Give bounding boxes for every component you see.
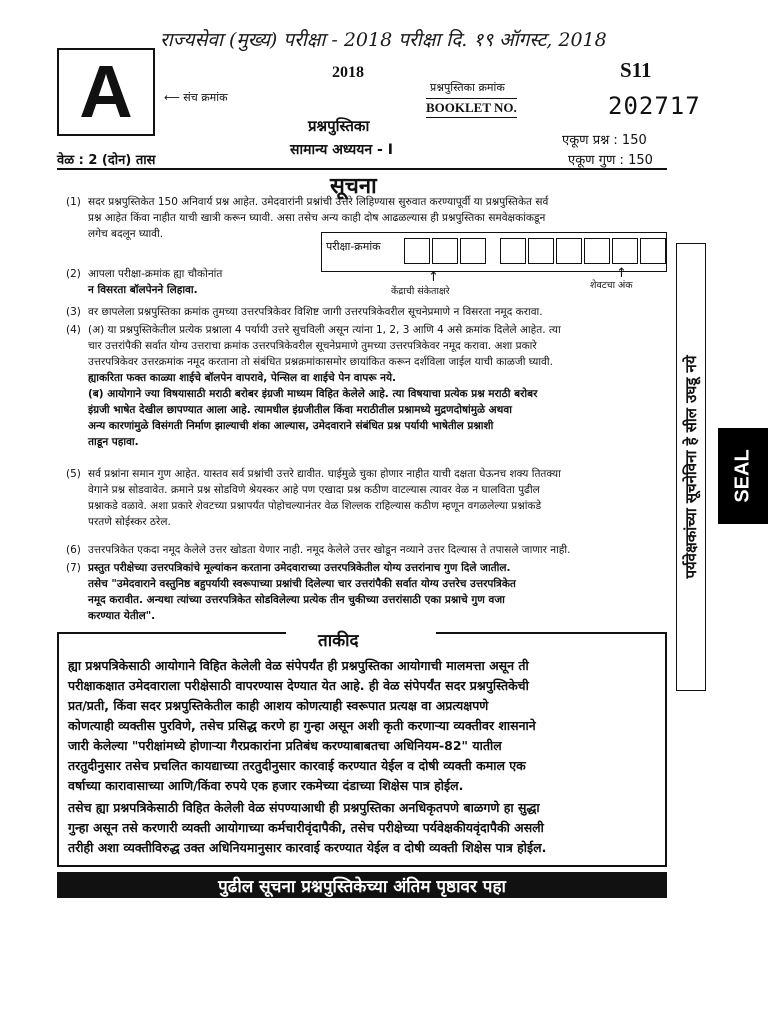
- instruction-line: इंग्रजी भाषेत देखील छापण्यात आला आहे. त्यामधील इंग्रजीतील किंवा मराठीतील प्रश्नामध्ये मुद्रणदोषांमुळे अथवा: [88, 404, 512, 416]
- set-number-label: संच क्रमांक: [183, 91, 228, 104]
- instruction-line: सदर प्रश्नपुस्तिकेत 150 अनिवार्य प्रश्न आहेत. उमेदवारांनी प्रश्नांची उत्तरे लिहिण्यास सुरुवात करण्यापूर्वी या प्रश्नपुस्तिकेत सर्व: [88, 196, 549, 208]
- subject-title: सामान्य अध्ययन - I: [290, 142, 393, 158]
- instruction-line: नमूद करावीत. अन्यथा त्यांच्या उत्तरपत्रिकेत सोडविलेल्या प्रत्येक तीन चुकीच्या उत्तरांसाठी एका प्रश्नाचे गुण वजा: [88, 594, 505, 606]
- centre-code-label: केंद्राची संकेताक्षरे: [391, 286, 450, 297]
- instruction-line: (ब) आयोगाने ज्या विषयासाठी मराठी बरोबर इंग्रजी माध्यम विहित केलेले आहे. त्या विषयाचा प्रत्येक प्रश्न मराठी बरोबर: [88, 388, 538, 400]
- roll-digit-cell[interactable]: [460, 238, 486, 264]
- instruction-line: लगेच बदलून घ्यावी.: [88, 228, 164, 240]
- booklet-title: प्रश्नपुस्तिका: [308, 117, 370, 135]
- warning-line: वर्षाच्या कारावासाच्या आणि/किंवा रुपये एक हजार रकमेच्या दंडाच्या शिक्षेस पात्र होईल.: [68, 778, 464, 793]
- warning-line: ह्या प्रश्नपत्रिकेसाठी आयोगाने विहित केलेली वेळ संपेपर्यंत ही प्रश्नपुस्तिका आयोगाची मालमत्ता असून ती: [68, 658, 529, 673]
- instruction-line: सर्व प्रश्नांना समान गुण आहेत. यास्तव सर्व प्रश्नांची उत्तरे द्यावीत. घाईमुळे चुका होणार नाहीत याची दक्षता घेऊनच शक्य तितक्या: [88, 468, 561, 480]
- warning-line: प्रत/प्रती, किंवा सदर प्रश्नपुस्तिकेतील काही आशय कोणत्याही स्वरूपात प्रत्यक्ष वा अप्रत्यक्षपणे: [68, 698, 489, 713]
- instruction-line: वर छापलेला प्रश्नपुस्तिका क्रमांक तुमच्या उत्तरपत्रिकेवर विशिष्ट जागी उत्तरपत्रिकेवरील सूचनेप्रमाणे न विसरता नमूद करावा.: [88, 306, 543, 318]
- instruction-line: परतणे सोईस्कर ठरेल.: [88, 516, 171, 528]
- total-questions: एकूण प्रश्न : 150: [562, 133, 647, 148]
- side-notice-box: [676, 243, 706, 691]
- instruction-line: प्रस्तुत परीक्षेच्या उत्तरपत्रिकांचे मूल्यांकन करताना उमेदवाराच्या उत्तरपत्रिकेतील योग्य उत्तरांनाच गुण दिले जातील.: [88, 562, 511, 574]
- footer-notice-bar: [57, 872, 667, 898]
- instruction-line: चार उत्तरांपैकी सर्वात योग्य उत्तराचा क्रमांक उत्तरपत्रिकेवरील सूचनेप्रमाणे तुमच्या उत्तरपत्रिकेवर नमूद करावा. अशा प्रकारे: [88, 340, 537, 352]
- warning-line: तसेच ह्या प्रश्नपत्रिकेसाठी विहित केलेली वेळ संपण्याआधी ही प्रश्नपुस्तिका अनधिकृतपणे बाळगणे हा सुद्धा: [68, 800, 540, 815]
- instruction-number: (6): [66, 544, 81, 556]
- seal-tab: [718, 428, 768, 524]
- instruction-number: (2): [66, 268, 81, 280]
- up-arrow-icon: ↑: [428, 270, 439, 285]
- warning-line: तरतुदीनुसार तसेच प्रचलित कायद्याच्या तरतुदीनुसार कारवाई करण्यात येईल व दोषी व्यक्ती कमाल एक: [68, 758, 526, 773]
- booklet-no-label-en: BOOKLET NO.: [426, 98, 517, 118]
- instruction-line: उत्तरपत्रिकेत एकदा नमूद केलेले उत्तर खोडता येणार नाही. नमूद केलेले उत्तर खोडून नव्याने उत्तर दिल्यास ते तपासले जाणार नाही.: [88, 544, 571, 556]
- left-arrow-icon: ⟵: [164, 91, 184, 104]
- booklet-no-label-mr: प्रश्नपुस्तिका क्रमांक: [430, 81, 505, 94]
- total-marks: एकूण गुण : 150: [568, 153, 653, 168]
- instruction-number: (7): [66, 562, 81, 574]
- roll-digit-cell[interactable]: [500, 238, 526, 264]
- instruction-number: (5): [66, 468, 81, 480]
- up-arrow-icon: ↑: [616, 266, 627, 281]
- warning-line: कोणत्याही व्यक्तीस पुरविणे, तसेच प्रसिद्ध करणे हा गुन्हा असून अशी कृती करणाऱ्या व्यक्तीवर शासनाने: [68, 718, 536, 733]
- instruction-line: अन्य कारणांमुळे विसंगती निर्माण झाल्याची शंका आल्यास, उमेदवाराने संबंधित प्रश्न पर्यायी भाषेतील प्रश्नाशी: [88, 420, 494, 432]
- instruction-line: करण्यात येतील".: [88, 610, 156, 622]
- instruction-4: [66, 322, 666, 452]
- instruction-line: ह्याकरिता फक्त काळ्या शाईचे बॉलपेन वापरावे, पेन्सिल वा शाईचे पेन वापरू नये.: [88, 372, 397, 384]
- notice-title: सूचना: [330, 174, 377, 199]
- roll-digit-cell[interactable]: [404, 238, 430, 264]
- warning-title-backdrop: [286, 626, 436, 650]
- instruction-7: [66, 560, 666, 626]
- roll-number-label: परीक्षा-क्रमांक: [326, 240, 381, 253]
- instruction-6: [66, 542, 666, 558]
- instruction-line: वेगाने प्रश्न सोडवावेत. क्रमाने प्रश्न सोडविणे श्रेयस्कर आहे पण एखादा प्रश्न कठीण वाटल्यास त्यावर वेळ न घालविता पुढील: [88, 484, 540, 496]
- set-letter: A: [79, 50, 133, 133]
- roll-digit-cell[interactable]: [432, 238, 458, 264]
- instruction-number: (1): [66, 196, 81, 208]
- side-notice-text: पर्यवेक्षकांच्या सूचनेविना हे सील उघडू नये: [682, 355, 700, 579]
- roll-digit-cell[interactable]: [528, 238, 554, 264]
- time-allowed: वेळ : 2 (दोन) तास: [57, 153, 156, 168]
- instruction-3: [66, 304, 666, 320]
- instruction-line: आपला परीक्षा-क्रमांक ह्या चौकोनांत: [88, 268, 223, 280]
- series-code: S11: [620, 58, 652, 82]
- set-number-label-row: [164, 90, 228, 105]
- roll-digit-cell[interactable]: [584, 238, 610, 264]
- set-letter-box: [57, 48, 155, 136]
- roll-digit-cell[interactable]: [612, 238, 638, 264]
- warning-line: गुन्हा असून तसे करणारी व्यक्ती आयोगाच्या कर्मचारीवृंदापैकी, तसेच परीक्षेच्या पर्यवेक्षकीयवृंदापैकी असली: [68, 820, 544, 835]
- instruction-line: न विसरता बॉलपेनने लिहावा.: [88, 284, 198, 296]
- seal-label: SEAL: [731, 449, 754, 503]
- booklet-number: 202717: [608, 92, 701, 120]
- instruction-number: (4): [66, 324, 81, 336]
- warning-title: ताकीद: [318, 631, 359, 651]
- roll-digit-cell[interactable]: [556, 238, 582, 264]
- instruction-line: प्रश्न आहेत किंवा नाहीत याची खात्री करून घ्यावी. असा तसेच अन्य काही दोष आढळल्यास ही प्रश्नपुस्तिका समवेक्षकांकडून: [88, 212, 546, 224]
- last-digit-label: शेवटचा अंक: [590, 280, 633, 291]
- instruction-5: [66, 466, 666, 532]
- instruction-2: [66, 266, 306, 298]
- instruction-line: उत्तरपत्रिकेवर उत्तरक्रमांक नमूद करताना तो संबंधित प्रश्नक्रमांकासमोर छायांकित करून दर्शविला जाईल याची काळजी घ्यावी.: [88, 356, 553, 368]
- warning-line: तरीही अशा व्यक्तीविरुद्ध उक्त अधिनियमानुसार कारवाई करण्यात येईल व दोषी व्यक्ती शिक्षेस पात्र होईल.: [68, 840, 547, 855]
- footer-notice: पुढील सूचना प्रश्नपुस्तिकेच्या अंतिम पृष्ठावर पहा: [218, 876, 506, 897]
- exam-year: 2018: [332, 64, 364, 81]
- handwritten-exam-title: राज्यसेवा (मुख्य) परीक्षा - 2018 परीक्षा दि. १९ ऑगस्ट, 2018: [160, 29, 607, 51]
- warning-line: परीक्षाकक्षात उमेदवाराला परीक्षेसाठी वापरण्यास देण्यात येत आहे. ही वेळ संपेपर्यंत सदर प्रश्नपुस्तिकेची: [68, 678, 529, 693]
- instruction-number: (3): [66, 306, 81, 318]
- warning-line: जारी केलेल्या "परीक्षांमध्ये होणाऱ्या गैरप्रकारांना प्रतिबंध करण्याबाबतचा अधिनियम-82" यातील: [68, 738, 502, 753]
- instruction-line: तसेच "उमेदवाराने वस्तुनिष्ठ बहुपर्यायी स्वरूपाच्या प्रश्नांची दिलेल्या चार उत्तरांपैकी सर्वात योग्य उत्तरेच उत्तरपत्रिकेत: [88, 578, 516, 590]
- instruction-line: प्रश्नाकडे वळावे. अशा प्रकारे शेवटच्या प्रश्नापर्यंत पोहोचल्यानंतर वेळ शिल्लक राहिल्यास कठीण म्हणून वगळलेल्या प्रश्नांकडे: [88, 500, 542, 512]
- instruction-line: ताडून पहावा.: [88, 436, 139, 448]
- roll-digit-cell[interactable]: [640, 238, 666, 264]
- instruction-line: (अ) या प्रश्नपुस्तिकेतील प्रत्येक प्रश्नाला 4 पर्यायी उत्तरे सुचविली असून त्यांना 1, 2, 3 आणि 4 असे क्रमांक दिलेले आहेत. त्या: [88, 324, 561, 336]
